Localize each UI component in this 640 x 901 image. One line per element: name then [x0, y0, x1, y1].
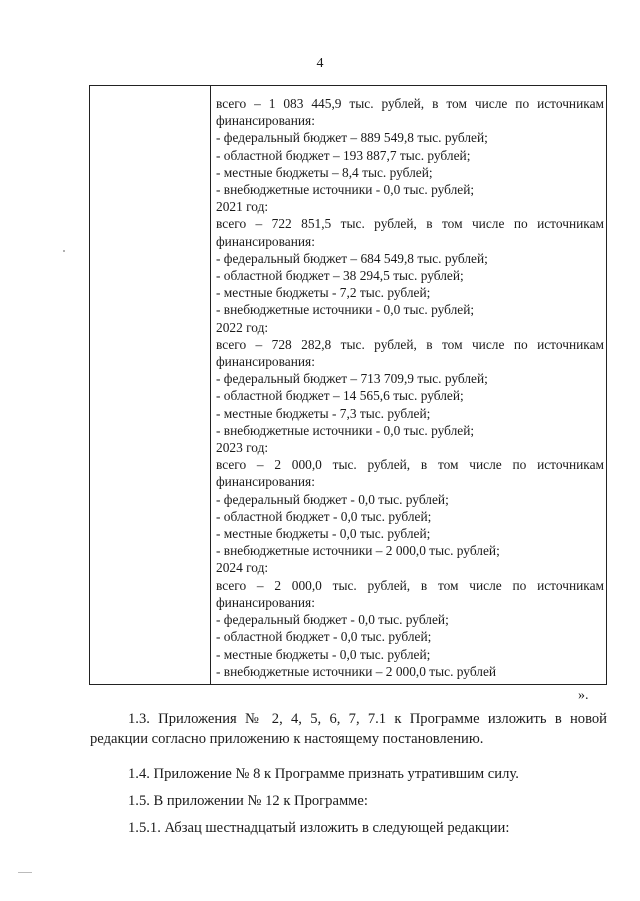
funding-table: [89, 85, 607, 685]
table-line: - областной бюджет - 0,0 тыс. рублей;: [216, 629, 432, 645]
table-line: - внебюджетные источники – 2 000,0 тыс. рублей: [216, 663, 497, 679]
table-line: финансирования:: [216, 113, 315, 129]
table-line: - внебюджетные источники - 0,0 тыс. рублей;: [216, 182, 475, 198]
paragraph-1-5-1: [90, 818, 607, 838]
table-line: - местные бюджеты – 8,4 тыс. рублей;: [216, 164, 433, 180]
table-right-cell: [216, 95, 604, 680]
table-line: 2023 год:: [216, 440, 269, 456]
paragraph-1-4: [90, 764, 607, 784]
table-line: всего – 1 083 445,9 тыс. рублей, в том числе по источникам: [216, 96, 604, 111]
table-line: всего – 722 851,5 тыс. рублей, в том числе по источникам: [216, 216, 604, 232]
table-line: - местные бюджеты - 7,2 тыс. рублей;: [216, 285, 431, 301]
paragraph-1-5-1-text: 1.5.1. Абзац шестнадцатый изложить в следующей редакции:: [128, 820, 510, 836]
paragraph-1-4-text: 1.4. Приложение № 8 к Программе признать утратившим силу.: [128, 766, 519, 782]
paragraph-1-3-line-1: 1.3. Приложения № 2, 4, 5, 6, 7, 7.1 к Программе изложить в новой: [128, 711, 607, 727]
table-line: всего – 2 000,0 тыс. рублей, в том числе по источникам: [216, 457, 604, 473]
table-line: - внебюджетные источники – 2 000,0 тыс. рублей;: [216, 543, 500, 559]
table-line: - местные бюджеты - 0,0 тыс. рублей;: [216, 646, 431, 662]
table-line: всего – 2 000,0 тыс. рублей, в том числе по источникам: [216, 577, 604, 593]
table-line: всего – 728 282,8 тыс. рублей, в том числе по источникам: [216, 336, 604, 352]
table-line: финансирования:: [216, 233, 315, 249]
table-line: финансирования:: [216, 594, 315, 610]
table-line: - федеральный бюджет - 0,0 тыс. рублей;: [216, 612, 449, 628]
paragraph-1-5: [90, 791, 607, 811]
table-line: финансирования:: [216, 354, 315, 370]
table-line: - местные бюджеты - 7,3 тыс. рублей;: [216, 405, 431, 421]
paragraph-1-3-line-2: редакции согласно приложению к настоящему постановлению.: [90, 731, 484, 747]
table-line: - федеральный бюджет – 889 549,8 тыс. рублей;: [216, 130, 488, 146]
table-line: - федеральный бюджет - 0,0 тыс. рублей;: [216, 491, 449, 507]
table-line: - областной бюджет – 193 887,7 тыс. рублей;: [216, 147, 471, 163]
paragraph-1-5-text: 1.5. В приложении № 12 к Программе:: [128, 793, 368, 809]
table-line: - областной бюджет – 14 565,6 тыс. рублей;: [216, 388, 464, 404]
table-line: 2022 год:: [216, 319, 269, 335]
table-line: - федеральный бюджет – 713 709,9 тыс. рублей;: [216, 371, 488, 387]
table-line: - местные бюджеты - 0,0 тыс. рублей;: [216, 526, 431, 542]
paragraph-1-3: [90, 709, 607, 749]
table-line: - областной бюджет - 0,0 тыс. рублей;: [216, 508, 432, 524]
table-line: - областной бюджет – 38 294,5 тыс. рублей;: [216, 268, 464, 284]
scan-speck: [18, 872, 32, 873]
closing-quote: ».: [578, 688, 589, 703]
table-line: - внебюджетные источники - 0,0 тыс. рублей;: [216, 422, 475, 438]
page-number: 4: [316, 56, 324, 71]
table-column-divider: [210, 86, 211, 684]
table-line: финансирования:: [216, 474, 315, 490]
table-line: - внебюджетные источники - 0,0 тыс. рублей;: [216, 302, 475, 318]
table-line: 2021 год:: [216, 199, 269, 215]
table-line: 2024 год:: [216, 560, 269, 576]
table-line: - федеральный бюджет – 684 549,8 тыс. рублей;: [216, 250, 488, 266]
scan-speck: [63, 250, 65, 252]
